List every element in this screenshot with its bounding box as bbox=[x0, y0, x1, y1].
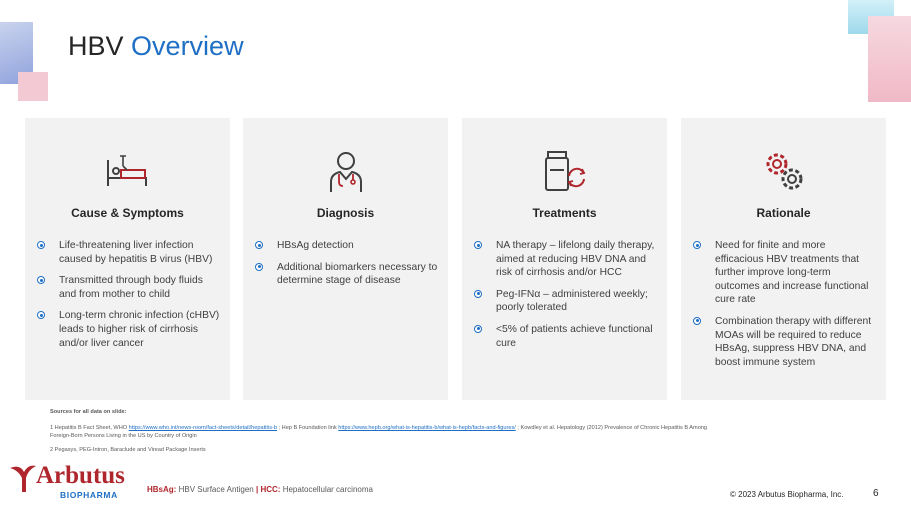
bullet-list bbox=[255, 239, 438, 296]
card-heading: Cause & Symptoms bbox=[71, 206, 184, 220]
title-main: HBV bbox=[68, 31, 124, 61]
logo-wordmark: Arbutus bbox=[36, 462, 125, 489]
bullet-icon bbox=[474, 290, 482, 298]
list-item: <5% of patients achieve functional cure bbox=[474, 323, 657, 350]
source-link-who[interactable]: https://www.who.int/news-room/fact-sheets/detail/hepatitis-b bbox=[128, 425, 277, 431]
list-item: HBsAg detection bbox=[255, 239, 438, 253]
gears-icon bbox=[759, 146, 809, 196]
list-item: Combination therapy with different MOAs will be required to reduce HBsAg, suppress HBV DNA, and boost immune system bbox=[693, 315, 876, 369]
card-cause-symptoms bbox=[25, 118, 230, 400]
doctor-icon bbox=[321, 146, 371, 196]
card-diagnosis bbox=[243, 118, 448, 400]
list-item: Long-term chronic infection (cHBV) leads to higher risk of cirrhosis and/or liver cancer bbox=[37, 309, 220, 350]
logo-subtitle: BIOPHARMA bbox=[60, 490, 118, 500]
page-title bbox=[68, 30, 244, 62]
tree-logo-icon bbox=[8, 462, 38, 494]
list-item: Peg-IFNα – administered weekly; poorly tolerated bbox=[474, 288, 657, 315]
bullet-icon bbox=[474, 325, 482, 333]
hospital-bed-icon bbox=[103, 146, 153, 196]
bullet-icon bbox=[37, 241, 45, 249]
source-link-hepb[interactable]: https://www.hepb.org/what-is-hepatitis-b/what-is-hepb/facts-and-figures/ bbox=[338, 425, 516, 431]
bullet-icon bbox=[37, 276, 45, 284]
bullet-icon bbox=[37, 311, 45, 319]
card-treatments bbox=[462, 118, 667, 400]
bullet-list bbox=[474, 239, 657, 358]
list-item: NA therapy – lifelong daily therapy, aimed at reducing HBV DNA and risk of cirrhosis and/or HCC bbox=[474, 239, 657, 280]
list-item: Transmitted through body fluids and from mother to child bbox=[37, 274, 220, 301]
decor-square-topright-pink bbox=[868, 16, 911, 102]
card-heading: Diagnosis bbox=[316, 206, 375, 220]
abbreviations: HBsAg: HBV Surface Antigen | HCC: Hepatocellular carcinoma bbox=[147, 485, 373, 494]
bullet-icon bbox=[693, 317, 701, 325]
page-number: 6 bbox=[873, 488, 879, 499]
sources-section bbox=[50, 408, 710, 460]
title-accent: Overview bbox=[131, 31, 244, 61]
bullet-list bbox=[37, 239, 220, 358]
list-item: Life-threatening liver infection caused by hepatitis B virus (HBV) bbox=[37, 239, 220, 266]
source-2: 2 Pegasys, PEG-Intron, Baraclude and Viread Package Inserts bbox=[50, 447, 206, 453]
card-rationale bbox=[681, 118, 886, 400]
sources-header: Sources for all data on slide: bbox=[50, 409, 127, 415]
decor-square-topleft-pink bbox=[18, 72, 48, 101]
bullet-icon bbox=[474, 241, 482, 249]
bullet-icon bbox=[255, 241, 263, 249]
list-item: Need for finite and more efficacious HBV treatments that further improve long-term outcomes and increase functional cure rate bbox=[693, 239, 876, 307]
pill-bottle-refill-icon bbox=[540, 146, 590, 196]
bullet-icon bbox=[255, 263, 263, 271]
source-1: 1 Hepatitis B Fact Sheet, WHO https://www.who.int/news-room/fact-sheets/detail/hepatitis-b ; Hep B Foundation link https://www.hepb.org/what-is-hepatitis-b/what-is-hepb/facts-and-figures/ ; Kowdley et al. Hepatology (2012) Prevalence of Chronic Hepatitis B Among Foreign-Born Persons Living in the US by Country of Origin bbox=[50, 425, 708, 439]
bullet-list bbox=[693, 239, 876, 377]
card-heading: Rationale bbox=[756, 206, 811, 220]
list-item: Additional biomarkers necessary to determine stage of disease bbox=[255, 261, 438, 288]
copyright: © 2023 Arbutus Biopharma, Inc. bbox=[730, 490, 844, 499]
bullet-icon bbox=[693, 241, 701, 249]
card-heading: Treatments bbox=[532, 206, 597, 220]
arbutus-logo bbox=[8, 462, 126, 502]
